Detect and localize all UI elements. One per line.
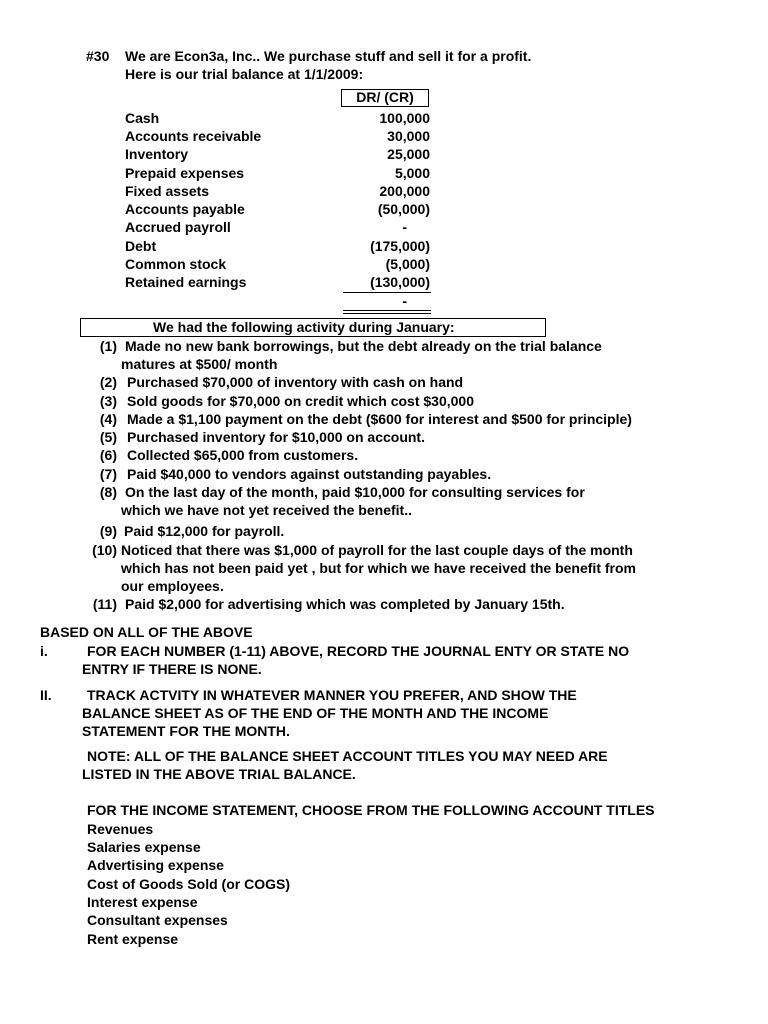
trial-balance-total: -	[402, 293, 407, 309]
item-text-continued: which we have not yet received the benefit..	[121, 502, 412, 518]
account-name: Fixed assets	[125, 183, 210, 199]
part-i-label: i.	[40, 643, 48, 659]
income-account-title: Interest expense	[87, 894, 198, 910]
activity-heading: We had the following activity during January:	[153, 319, 455, 335]
income-account-title: Consultant expenses	[87, 912, 228, 928]
part-ii-label: II.	[40, 687, 52, 703]
income-account-title: Revenues	[87, 821, 154, 837]
item-number: (4)	[99, 411, 117, 427]
item-text: Paid $2,000 for advertising which was completed by January 15th.	[125, 596, 565, 612]
account-name: Debt	[125, 238, 157, 254]
account-amount: -	[402, 219, 407, 235]
part-ii-text-continued: BALANCE SHEET AS OF THE END OF THE MONTH AND THE INCOME	[82, 705, 549, 721]
account-amount: (50,000)	[377, 201, 430, 217]
account-amount: 5,000	[394, 165, 430, 181]
item-text: Collected $65,000 from customers.	[127, 447, 359, 463]
note-text: NOTE: ALL OF THE BALANCE SHEET ACCOUNT TITLES YOU MAY NEED ARE	[87, 748, 608, 764]
item-text: Made a $1,100 payment on the debt ($600 for interest and $500 for principle)	[127, 411, 632, 427]
account-name: Accounts receivable	[125, 128, 262, 144]
total-double-rule	[343, 310, 431, 311]
trial-balance-column-header	[341, 89, 429, 107]
account-amount: 200,000	[379, 183, 430, 199]
item-number: (6)	[99, 447, 117, 463]
item-number: (7)	[99, 466, 117, 482]
problem-number: #30	[86, 48, 110, 64]
item-text: Purchased $70,000 of inventory with cash on hand	[127, 374, 464, 390]
total-double-rule-2	[343, 313, 431, 314]
income-statement-heading: FOR THE INCOME STATEMENT, CHOOSE FROM THE FOLLOWING ACCOUNT TITLES	[87, 802, 655, 818]
item-number: (8)	[99, 484, 117, 500]
item-number: (11)	[92, 596, 117, 612]
intro-line-1: We are Econ3a, Inc.. We purchase stuff and sell it for a profit.	[125, 48, 532, 64]
part-ii-text: TRACK ACTVITY IN WHATEVER MANNER YOU PREFER, AND SHOW THE	[87, 687, 577, 703]
item-text: On the last day of the month, paid $10,000 for consulting services for	[125, 484, 585, 500]
item-number: (10)	[92, 542, 117, 558]
account-amount: (130,000)	[370, 274, 430, 290]
item-number: (3)	[99, 393, 117, 409]
account-amount: 25,000	[387, 146, 430, 162]
item-text: Purchased inventory for $10,000 on account.	[127, 429, 425, 445]
item-text-continued: our employees.	[121, 578, 224, 594]
item-number: (5)	[99, 429, 117, 445]
item-text: Made no new bank borrowings, but the debt already on the trial balance	[125, 338, 602, 354]
column-header-label: DR/ (CR)	[356, 89, 414, 105]
account-name: Accrued payroll	[125, 219, 231, 235]
account-name: Retained earnings	[125, 274, 247, 290]
part-i-text: FOR EACH NUMBER (1-11) ABOVE, RECORD THE JOURNAL ENTY OR STATE NO	[87, 643, 630, 659]
item-text: Paid $40,000 to vendors against outstanding payables.	[127, 466, 492, 482]
activity-heading-box	[80, 318, 546, 337]
income-account-title: Rent expense	[87, 931, 179, 947]
part-i-text-continued: ENTRY IF THERE IS NONE.	[82, 661, 262, 677]
account-name: Accounts payable	[125, 201, 245, 217]
based-on-heading: BASED ON ALL OF THE ABOVE	[40, 624, 253, 640]
item-number: (2)	[99, 374, 117, 390]
income-account-title: Salaries expense	[87, 839, 201, 855]
item-text-continued: matures at $500/ month	[121, 356, 278, 372]
note-text-continued: LISTED IN THE ABOVE TRIAL BALANCE.	[82, 766, 356, 782]
account-name: Cash	[125, 110, 160, 126]
item-number: (1)	[99, 338, 117, 354]
item-text: Paid $12,000 for payroll.	[124, 523, 285, 539]
account-amount: 100,000	[379, 110, 430, 126]
account-amount: (5,000)	[385, 256, 430, 272]
account-name: Prepaid expenses	[125, 165, 245, 181]
income-account-title: Advertising expense	[87, 857, 224, 873]
account-amount: 30,000	[387, 128, 430, 144]
account-name: Inventory	[125, 146, 189, 162]
item-number: (9)	[99, 523, 117, 539]
account-name: Common stock	[125, 256, 227, 272]
income-account-title: Cost of Goods Sold (or COGS)	[87, 876, 290, 892]
item-text: Sold goods for $70,000 on credit which cost $30,000	[127, 393, 474, 409]
item-text: Noticed that there was $1,000 of payroll for the last couple days of the month	[121, 542, 633, 558]
item-text-continued: which has not been paid yet , but for which we have received the benefit from	[121, 560, 636, 576]
account-amount: (175,000)	[370, 238, 430, 254]
intro-line-2: Here is our trial balance at 1/1/2009:	[125, 66, 364, 82]
part-ii-text-continued: STATEMENT FOR THE MONTH.	[82, 723, 290, 739]
